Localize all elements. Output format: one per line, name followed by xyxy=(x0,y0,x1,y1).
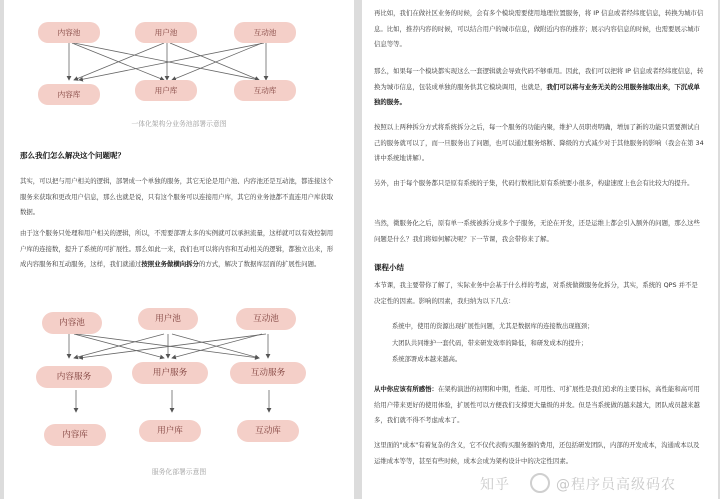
node-content-pool: 内容池 xyxy=(42,312,102,334)
node-content-db: 内容库 xyxy=(44,424,106,446)
text-run: 的方式，解决了数据库层面的扩展性问题。 xyxy=(198,260,321,268)
diagram2-caption: 服务化部署示意图 xyxy=(151,468,207,476)
node-interaction-pool: 互动池 xyxy=(234,22,296,43)
node-content-service: 内容服务 xyxy=(36,366,112,388)
paragraph: 再比如，我们在做社区业务的时候，会有多个模块需要使用地理位置服务，将 IP 信息或者经纬度信息，转换为城市信息。比如，推荐内容的时候，可以结合用户的城市信息，做附近内容的推荐；展示内容信息的时候，也需要展示城市信息等等。 xyxy=(374,9,704,48)
paragraph xyxy=(374,382,704,429)
node-user-pool: 用户池 xyxy=(135,22,197,43)
node-user-service: 用户服务 xyxy=(132,362,208,384)
list-item: 系统部署成本越来越高。 xyxy=(392,356,462,363)
paragraph: 按照以上两种拆分方式将系统拆分之后，每一个服务的功能内聚，维护人员职责明确，增加了新的功能只需要测试自己的服务就可以了，而一旦服务出了问题，也可以通过服务熔断、降级的方式减少对于其他服务的影响（我会在第 34 讲中系统地讲解）。 xyxy=(374,123,704,162)
node-interaction-db: 互动库 xyxy=(237,420,299,442)
paragraph: 本节课，我主要带你了解了，实际业务中会基于什么样的考虑，对系统做微服务化拆分，其实，系统的 QPS 并不是决定性的因素。影响的因素，我归纳为以下几点： xyxy=(374,281,698,305)
diagram1-caption: 一体化架构分业务池部署示意图 xyxy=(131,120,227,128)
node-interaction-pool: 互动池 xyxy=(236,308,296,330)
node-interaction-db: 互动库 xyxy=(234,80,296,101)
wechat-icon xyxy=(530,473,550,493)
paragraph: 另外，由于每个服务都只是原有系统的子集，代码行数相比原有系统要小很多，构建速度上也会有比较大的提升。 xyxy=(374,179,694,187)
paragraph xyxy=(374,64,704,111)
text-run: 在架构演进的初期和中期，性能、可用性、可扩展性是我们追求的主要目标，高性能和高可用给用户带来更好的使用体验，扩展性可以方便我们支撑更大量级的并发。但是当系统做的越来越大，团队成员越来越多，我们就不得不考虑成本了。 xyxy=(374,385,700,424)
list-item: 系统中，使用的资源出现扩展性问题，尤其是数据库的连接数出现瓶颈； xyxy=(392,323,594,330)
emphasis-text: 从中你应该有所感悟： xyxy=(374,385,438,393)
node-user-db: 用户库 xyxy=(139,420,201,442)
zhihu-watermark: 知乎 xyxy=(480,477,510,493)
section-heading: 课程小结 xyxy=(374,263,404,272)
text-run: 由于这个服务只处理和用户相关的逻辑，所以，不需要部署太多的实例就可以承担流量，这样就可以有效控制用户库的连接数，提升了系统的可扩展性。那么如此一来，我们也可以将内容和互动相关的逻辑，都独立出来，形成内容服务和互动服务，这样，我们就通过 xyxy=(20,229,334,268)
factor-list xyxy=(392,320,708,368)
node-interaction-service: 互动服务 xyxy=(230,362,306,384)
left-page xyxy=(4,0,354,499)
emphasis-text: 我们可以将与业务无关的公用服务抽取出来，下沉成单独的服务。 xyxy=(374,82,700,106)
paragraph xyxy=(20,226,338,273)
emphasis-text: 按照业务做横向拆分 xyxy=(141,260,199,268)
paragraph: 这里面的"成本"有着复杂的含义，它不仅代表购买服务器的费用，还包括研发团队，内部的开发成本，沟通成本以及运维成本等等，甚至有些时候，成本会成为架构设计中的决定性因素。 xyxy=(374,441,700,465)
list-item: 大团队共同维护一套代码，带来研发效率的降低，和研发成本的提升； xyxy=(392,339,588,347)
paragraph: 当然，微服务化之后，原有单一系统被拆分成多个子服务，无论在开发，还是运维上都会引入额外的问题，那么这些问题是什么？我们将如何解决呢？下一节课，我会带你来了解。 xyxy=(374,219,700,243)
node-content-pool: 内容池 xyxy=(38,22,100,43)
node-user-db: 用户库 xyxy=(135,80,197,101)
text-run: 那么，如果每一个模块都实现这么一套逻辑就会导致代码不够重用。因此，我们可以把将 IP 信息或者经纬度信息，转换为城市信息，包装成单独的服务供其它模块调用，也就是， xyxy=(374,67,704,91)
node-user-pool: 用户池 xyxy=(138,308,198,330)
section-heading: 那么我们怎么解决这个问题呢？ xyxy=(20,151,125,160)
author-watermark: @程序员高级码农 xyxy=(556,477,676,493)
paragraph: 其实，可以把与用户相关的逻辑，部署成一个单独的服务，其它无论是用户池、内容池还是互动池，都连接这个服务来获取和更改用户信息，那么也就是说，只有这个服务可以连接用户库，其它的业务池都不直连用户库获取数据。 xyxy=(20,177,334,216)
node-content-db: 内容库 xyxy=(38,84,100,105)
right-page xyxy=(362,0,718,499)
